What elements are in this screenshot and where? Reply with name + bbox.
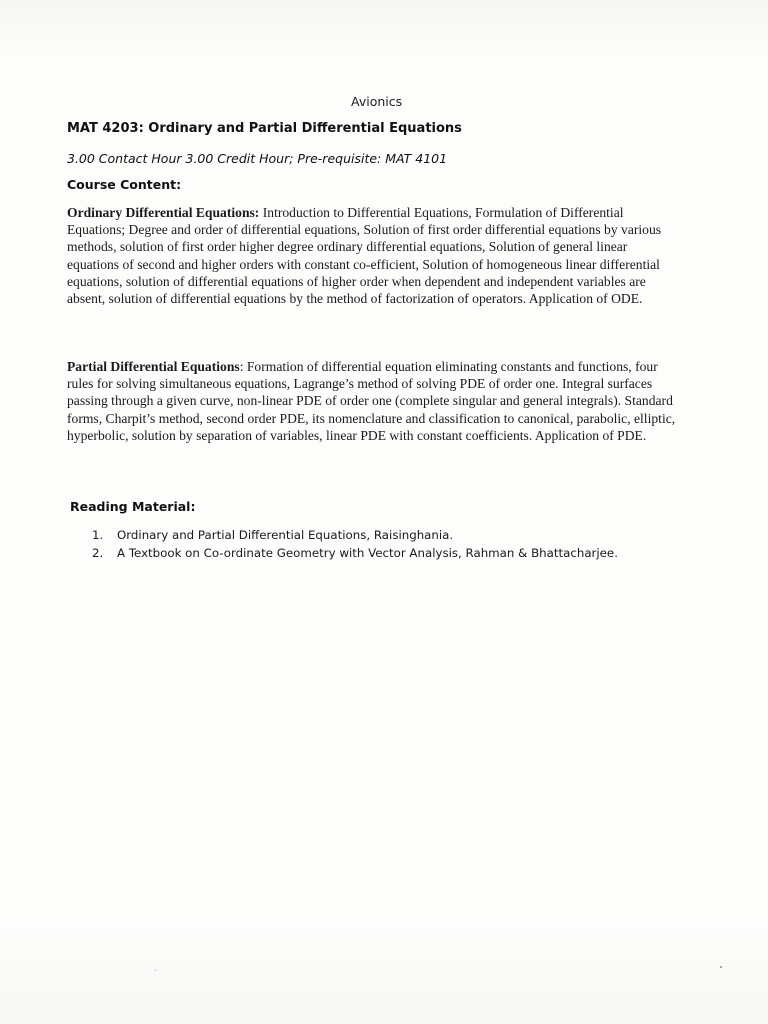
pde-heading: Partial Differential Equations [67, 359, 240, 374]
ode-heading: Ordinary Differential Equations: [67, 205, 260, 220]
reading-list-item [92, 544, 618, 562]
ode-paragraph [67, 204, 677, 307]
course-title: MAT 4203: Ordinary and Partial Differential Equations [67, 121, 462, 136]
reading-item-text: A Textbook on Co-ordinate Geometry with Vector Analysis, Rahman & Bhattacharjee. [117, 546, 618, 560]
course-content-label: Course Content: [67, 177, 182, 192]
scan-speck [720, 966, 722, 968]
department-heading: Avionics [351, 94, 403, 109]
reading-list [92, 526, 618, 562]
reading-list-item [92, 526, 618, 544]
pde-text: : Formation of differential equation eliminating constants and functions, four rules for solving simultaneous equations, Lagrange’s method of solving PDE of order one. Integral surfaces passing through a given curve, non-linear PDE of order one (complete singular and general integrals). Standard forms, Charpit’s method, second order PDE, its nomenclature and classification to canonical, parabolic, elliptic, hyperbolic, solution by separation of variables, linear PDE with constant coefficients. Application of PDE. [67, 359, 676, 443]
reading-item-number: 1. [92, 528, 104, 542]
reading-item-number: 2. [92, 546, 104, 560]
reading-material-label: Reading Material: [70, 499, 196, 514]
course-hours-line: 3.00 Contact Hour 3.00 Credit Hour; Pre-requisite: MAT 4101 [67, 151, 448, 166]
reading-item-text: Ordinary and Partial Differential Equations, Raisinghania. [117, 528, 454, 542]
scan-speck [155, 970, 156, 971]
pde-paragraph [67, 358, 677, 444]
ode-text: Introduction to Differential Equations, Formulation of Differential Equations; Degree and order of differential equations, Solution of first order differential equations by various methods, solution of first order higher degree ordinary differential equations, Solution of general linear equations of second and higher orders with constant co-efficient, Solution of homogeneous linear differential equations, solution of differential equations of higher order when dependent and independent variables are absent, solution of differential equations by the method of factorization of operators. Application of ODE. [67, 205, 662, 307]
